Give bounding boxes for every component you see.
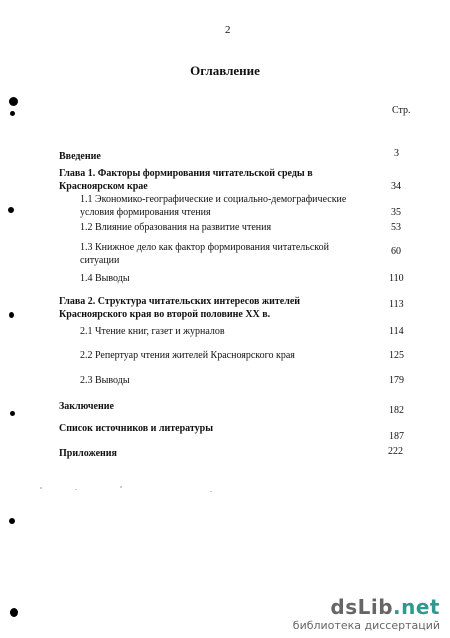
toc-page-1-1: 35 xyxy=(391,207,401,218)
toc-entry-1-4: 1.4 Выводы xyxy=(80,273,130,284)
dslib-watermark xyxy=(293,595,440,632)
toc-entry-1-3: 1.3 Книжное дело как фактор формирования читательской xyxy=(80,242,329,253)
binding-hole-mark xyxy=(10,608,18,617)
binding-hole-mark xyxy=(9,312,14,318)
toc-entry-1-1: 1.1 Экономико-географические и социально-демографические xyxy=(80,194,347,205)
toc-page-2-1: 114 xyxy=(389,326,404,337)
toc-page-2-2: 125 xyxy=(389,350,404,361)
toc-page-1-4: 110 xyxy=(389,273,404,284)
toc-page-2-3: 179 xyxy=(389,375,404,386)
scan-speck xyxy=(40,487,42,489)
toc-page-chapter-2: 113 xyxy=(389,299,404,310)
binding-hole-mark xyxy=(10,111,15,116)
toc-entry-chapter-2-line2: Красноярского края во второй половине XX в. xyxy=(59,309,271,320)
toc-entry-2-1: 2.1 Чтение книг, газет и журналов xyxy=(80,326,225,337)
page-title: Оглавление xyxy=(190,63,260,78)
scan-speck xyxy=(120,486,122,488)
toc-entry-2-3: 2.3 Выводы xyxy=(80,375,130,386)
toc-entry-chapter-1-line2: Красноярском крае xyxy=(59,181,148,192)
toc-entry-sources: Список источников и литературы xyxy=(59,423,214,434)
toc-page-1-3: 60 xyxy=(391,246,401,257)
binding-hole-mark xyxy=(10,411,15,416)
toc-page-intro: 3 xyxy=(394,148,399,159)
toc-entry-conclusion: Заключение xyxy=(59,401,114,412)
toc-page-sources: 187 xyxy=(389,431,404,442)
toc-page-conclusion: 182 xyxy=(389,405,404,416)
toc-entry-1-2: 1.2 Влияние образования на развитие чтения xyxy=(80,222,272,233)
toc-entry-chapter-1: Глава 1. Факторы формирования читательской среды в xyxy=(59,168,313,179)
toc-page-appendices: 222 xyxy=(388,446,403,457)
watermark-subtitle: библиотека диссертаций xyxy=(292,619,440,632)
toc-entry-intro: Введение xyxy=(59,151,101,162)
logo-main: dsLib xyxy=(330,595,394,619)
toc-page-chapter-1: 34 xyxy=(391,181,401,192)
toc-entry-appendices: Приложения xyxy=(59,448,117,459)
dslib-logo xyxy=(293,595,440,619)
binding-hole-mark xyxy=(9,97,18,106)
binding-hole-mark xyxy=(8,207,14,213)
page-column-label: Стр. xyxy=(392,105,411,116)
toc-entry-1-1-line2: условия формирования чтения xyxy=(80,207,211,218)
toc-page-1-2: 53 xyxy=(391,222,401,233)
toc-entry-chapter-2: Глава 2. Структура читательских интересов жителей xyxy=(59,296,301,307)
toc-entry-1-3-line2: ситуации xyxy=(80,255,120,266)
scan-speck xyxy=(210,491,212,492)
scan-speck xyxy=(75,489,77,490)
toc-entry-2-2: 2.2 Репертуар чтения жителей Красноярского края xyxy=(80,350,295,361)
page-number: 2 xyxy=(225,24,231,36)
logo-accent: .net xyxy=(393,595,440,619)
binding-hole-mark xyxy=(9,518,15,524)
